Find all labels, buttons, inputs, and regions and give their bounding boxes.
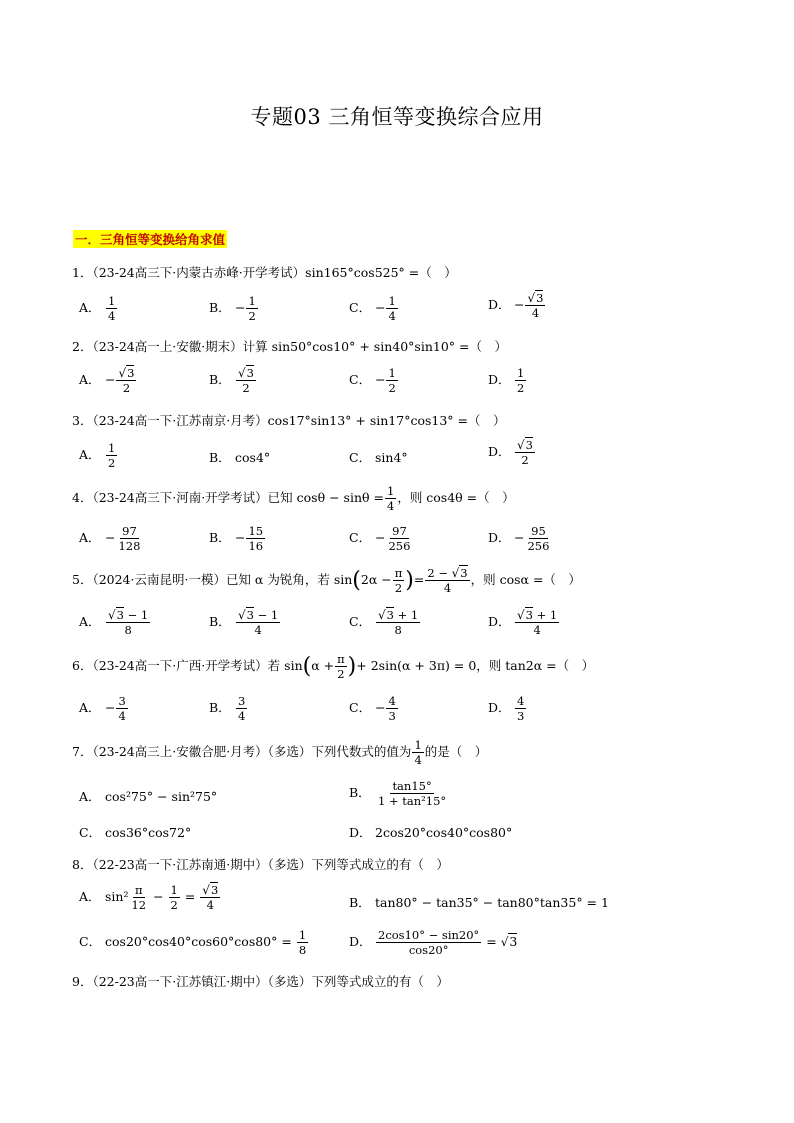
q4-option-b[interactable]: B． − $\frac{15}{16}$: [209, 524, 264, 553]
question-9-stem: 9．（22-23高一下·江苏镇江·期中）（多选）下列等式成立的有（ ）: [72, 974, 449, 989]
q7-option-d[interactable]: D． 2cos20°cos40°cos80°: [349, 825, 513, 840]
question-1-stem: 1．（23-24高三下·内蒙古赤峰·开学考试）sin165°cos525° =（ ）: [72, 265, 457, 280]
q5-option-c[interactable]: C． $\frac{√3 + 1}{8}$: [349, 608, 419, 637]
q2-option-b[interactable]: B． $\frac{√3}{2}$: [209, 366, 254, 395]
q4-option-a[interactable]: A． − $\frac{97}{128}$: [79, 524, 141, 553]
q2-option-c[interactable]: C． − $\frac{1}{2}$: [349, 366, 396, 395]
question-3-stem: 3．（23-24高一下·江苏南京·月考）cos17°sin13° + sin17°cos13° =（ ）: [72, 413, 506, 428]
q4-option-c[interactable]: C． − $\frac{97}{256}$: [349, 524, 411, 553]
q1-option-c[interactable]: C． − $\frac{1}{4}$: [349, 294, 396, 323]
q3-option-a[interactable]: A． $\frac{1}{2}$: [79, 441, 116, 470]
q4-option-d[interactable]: D． − $\frac{95}{256}$: [488, 524, 550, 553]
q8-option-a[interactable]: A． sin² $\frac{\pi}{12}$ − $\frac{1}{2}$ = $\frac{√3}{4}$: [79, 883, 219, 912]
q1-option-d[interactable]: D． − $\frac{√3}{4}$: [488, 291, 544, 320]
q2-option-d[interactable]: D． $\frac{1}{2}$: [488, 366, 525, 395]
q3-option-c[interactable]: C． sin4°: [349, 450, 408, 465]
q6-option-a[interactable]: A． − $\frac{3}{4}$: [79, 694, 126, 723]
section-heading: 一．三角恒等变换给角求值: [75, 232, 226, 247]
q8-option-c[interactable]: C． cos20°cos40°cos60°cos80° = $\frac{1}{8}$: [79, 928, 307, 957]
question-6-stem: 6．（23-24高一下·广西·开学考试）若 sin(α + $\frac{\pi}{2}$ )+ 2sin(α + 3π) = 0，则 tan2α =（ ）: [72, 652, 595, 681]
q1-option-a[interactable]: A． $\frac{1}{4}$: [79, 294, 116, 323]
q5-option-a[interactable]: A． $\frac{√3 - 1}{8}$: [79, 608, 149, 637]
q5-option-d[interactable]: D． $\frac{√3 + 1}{4}$: [488, 608, 558, 637]
q6-option-c[interactable]: C． − $\frac{4}{3}$: [349, 694, 396, 723]
q3-option-d[interactable]: D． $\frac{√3}{2}$: [488, 438, 533, 467]
q7-option-a[interactable]: A． cos²75° − sin²75°: [79, 789, 218, 804]
q1-option-b[interactable]: B． − $\frac{1}{2}$: [209, 294, 256, 323]
question-7-stem: 7．（23-24高三上·安徽合肥·月考）（多选）下列代数式的值为 $\frac{1}{4}$ 的是（ ）: [72, 738, 488, 767]
q7-option-c[interactable]: C． cos36°cos72°: [79, 825, 192, 840]
question-5-stem: 5．（2024·云南昆明·一模）已知 α 为锐角，若 sin(2α − $\frac{\pi}{2}$ )= $\frac{2 - √3}{4}$ ，则 cosα =（ ）: [72, 566, 581, 595]
q3-option-b[interactable]: B． cos4°: [209, 450, 271, 465]
q8-option-d[interactable]: D． $\frac{2\cos 10^\circ - \sin 20^\circ}{\cos 20^\circ}$ = √3: [349, 928, 518, 957]
q5-option-b[interactable]: B． $\frac{√3 - 1}{4}$: [209, 608, 279, 637]
q2-option-a[interactable]: A． − $\frac{√3}{2}$: [79, 366, 135, 395]
q6-option-b[interactable]: B． $\frac{3}{4}$: [209, 694, 246, 723]
question-4-stem: 4．（23-24高三下·河南·开学考试）已知 cosθ − sinθ = $\frac{1}{4}$ ，则 cos4θ =（ ）: [72, 484, 515, 513]
question-8-stem: 8．（22-23高一下·江苏南通·期中）（多选）下列等式成立的有（ ）: [72, 857, 449, 872]
q6-option-d[interactable]: D． $\frac{4}{3}$: [488, 694, 525, 723]
page-title: 专题03 三角恒等变换综合应用: [250, 105, 544, 129]
q8-option-b[interactable]: B． tan80° − tan35° − tan80°tan35° = 1: [349, 895, 609, 910]
question-2-stem: 2．（23-24高一上·安徽·期末）计算 sin50°cos10° + sin40°sin10° =（ ）: [72, 339, 507, 354]
q7-option-b[interactable]: B． $\frac{\tan 15^\circ}{\text{1 + tan²15°}}$: [349, 779, 447, 808]
